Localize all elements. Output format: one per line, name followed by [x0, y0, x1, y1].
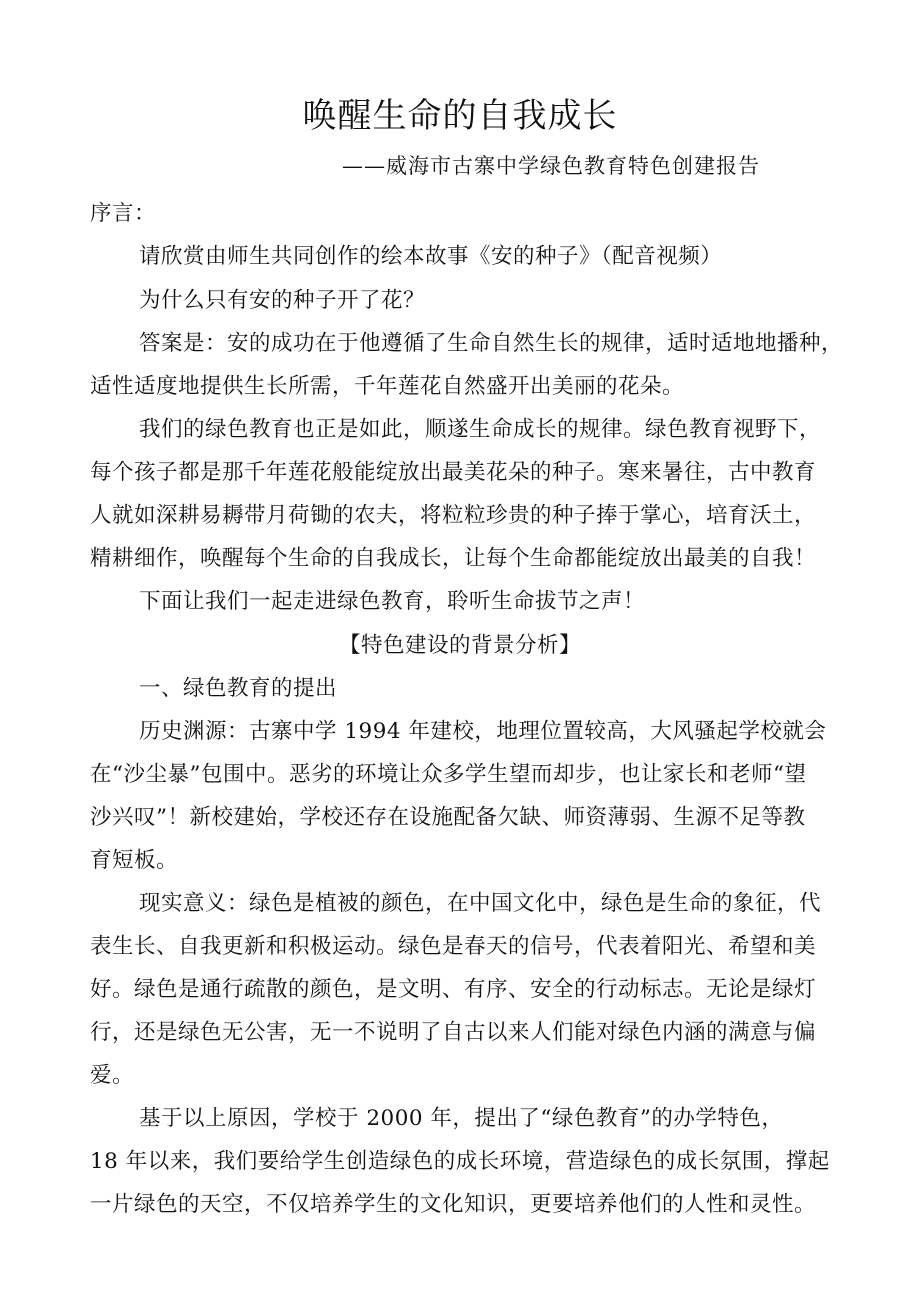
section-heading: 【特色建设的背景分析】: [338, 633, 581, 658]
paragraph-line: 18 年以来，我们要给学生创造绿色的成长环境，营造绿色的成长氛围，撑起: [90, 1149, 830, 1174]
paragraph-line: 基于以上原因，学校于 2000 年，提出了“绿色教育”的办学特色，: [139, 1106, 784, 1131]
paragraph-line: 精耕细作，唤醒每个生命的自我成长，让每个生命都能绽放出最美的自我！: [90, 546, 817, 571]
paragraph-line: 沙兴叹”！新校建始，学校还存在设施配备欠缺、师资薄弱、生源不足等教: [90, 805, 806, 830]
paragraph-line: 爱。: [90, 1063, 135, 1088]
document-title: 唤醒生命的自我成长: [302, 96, 618, 136]
paragraph-line: 历史渊源：古寨中学 1994 年建校，地理位置较高，大风骚起学校就会: [139, 719, 827, 744]
paragraph-line: 请欣赏由师生共同创作的绘本故事《安的种子》（配音视频）: [139, 244, 723, 269]
paragraph-line: 适性适度地提供生长所需，千年莲花自然盛开出美丽的花朵。: [90, 374, 685, 399]
document-subtitle: ——威海市古寨中学绿色教育特色创建报告: [342, 154, 760, 178]
paragraph-line: 行，还是绿色无公害，无一不说明了自古以来人们能对绿色内涵的满意与偏: [90, 1020, 817, 1045]
paragraph-line: 表生长、自我更新和积极运动。绿色是春天的信号，代表着阳光、希望和美: [90, 934, 817, 959]
paragraph-line: 答案是：安的成功在于他遵循了生命自然生长的规律，适时适地地播种，: [139, 331, 844, 356]
subsection-heading: 一、绿色教育的提出: [139, 676, 338, 701]
paragraph-line: 育短板。: [90, 848, 179, 873]
paragraph-line: 现实意义：绿色是植被的颜色，在中国文化中，绿色是生命的象征，代: [139, 891, 822, 916]
preface-heading: 序言：: [90, 201, 157, 226]
paragraph-line: 每个孩子都是那千年莲花般能绽放出最美花朵的种子。寒来暑往，古中教育: [90, 460, 817, 485]
paragraph-line: 为什么只有安的种子开了花？: [139, 288, 426, 313]
paragraph-line: 一片绿色的天空，不仅培养学生的文化知识，更要培养他们的人性和灵性。: [90, 1192, 817, 1217]
paragraph-line: 在“沙尘暴”包围中。恶劣的环境让众多学生望而却步，也让家长和老师“望: [90, 762, 807, 787]
paragraph-line: 人就如深耕易耨带月荷锄的农夫，将粒粒珍贵的种子捧于掌心，培育沃土，: [90, 503, 817, 528]
paragraph-line: 好。绿色是通行疏散的颜色，是文明、有序、安全的行动标志。无论是绿灯: [90, 977, 817, 1002]
paragraph-line: 下面让我们一起走进绿色教育，聆听生命拔节之声！: [139, 589, 646, 614]
paragraph-line: 我们的绿色教育也正是如此，顺遂生命成长的规律。绿色教育视野下，: [139, 417, 822, 442]
